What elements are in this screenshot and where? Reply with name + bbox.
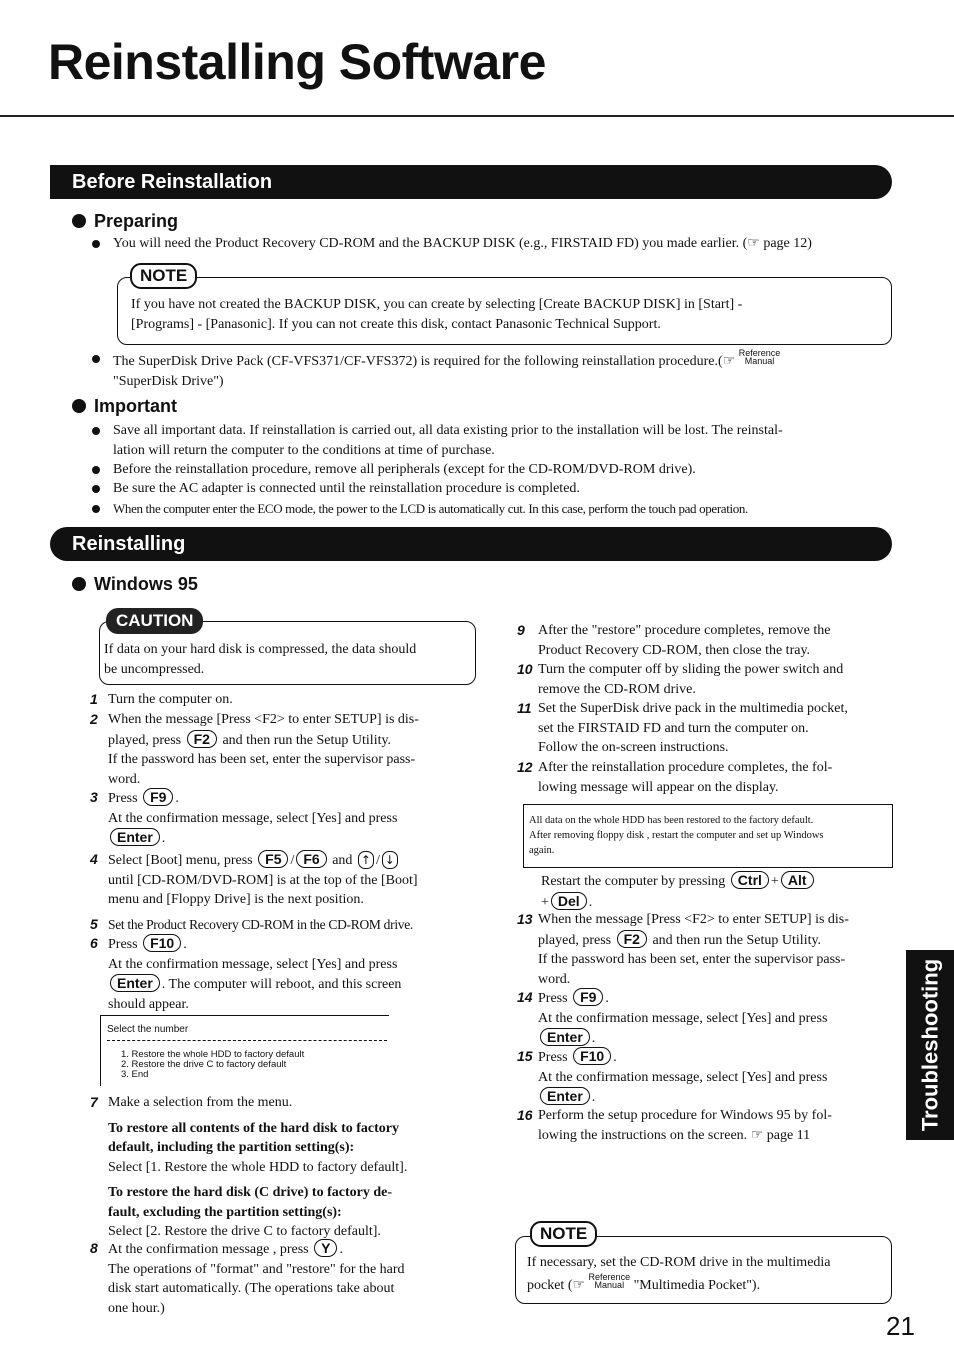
menu-divider — [107, 1040, 387, 1041]
section-banner-before — [50, 165, 892, 199]
bullet-icon — [92, 240, 100, 248]
bullet-icon — [92, 485, 100, 493]
page-number: 21 — [886, 1311, 915, 1341]
bottom-note-tag: NOTE — [530, 1221, 597, 1247]
menu-option-1: 1. Restore the whole HDD to factory default — [121, 1049, 305, 1060]
bullet-icon — [92, 427, 100, 435]
bullet-icon — [92, 466, 100, 474]
f2-key: F2 — [187, 730, 217, 748]
note-tag: NOTE — [130, 263, 197, 289]
boot-menu-screen — [100, 1015, 389, 1086]
menu-screen-title: Select the number — [107, 1024, 189, 1035]
menu-options — [121, 1050, 304, 1080]
step-13: 13 When the message [Press <F2> to enter SETUP] is dis- played, press F2 and then run the Setup Utility. If the password has been set, enter the supervisor pass- word. — [517, 911, 849, 987]
del-key: Del — [551, 892, 587, 910]
f9-key: F9 — [143, 788, 173, 806]
y-key: Y — [314, 1239, 337, 1257]
preparing-note-box — [117, 277, 892, 345]
completion-message: All data on the whole HDD has been restored to the factory default. After removing floppy disk , restart the computer and set up Windows again. — [529, 815, 824, 856]
pointing-hand-icon: ☞ — [747, 236, 760, 251]
windows95-heading: Windows 95 — [72, 572, 198, 596]
preparing-bullet-2: The SuperDisk Drive Pack (CF-VFS371/CF-VFS372) is required for the following reinstallation procedure.(☞ Reference Manual "SuperDisk Drive") — [92, 349, 894, 391]
important-heading: Important — [72, 394, 177, 418]
step-11: 11 Set the SuperDisk drive pack in the multimedia pocket, set the FIRSTAID FD and turn the computer on. Follow the on-screen instructions. — [517, 700, 848, 755]
reference-manual-icon: Reference Manual — [738, 348, 781, 366]
completion-message-box — [523, 804, 893, 868]
step-16: 16 Perform the setup procedure for Windows 95 by fol- lowing the instructions on the screen. ☞ page 11 — [517, 1107, 832, 1143]
step-2: 2 When the message [Press <F2> to enter SETUP] is dis- played, press F2 and then run the Setup Utility. If the password has been set, enter the supervisor pass- word. — [90, 711, 419, 787]
important-bullet-1: Save all important data. If reinstallation is carried out, all data existing prior to the installation will be lost. The reinstal- lation will return the computer to the conditions at time of purchase. — [92, 421, 894, 460]
page-title: Reinstalling Software — [48, 34, 546, 90]
caution-text: If data on your hard disk is compressed, the data should be uncompressed. — [104, 642, 417, 677]
section-title-reinstalling: Reinstalling — [72, 533, 186, 555]
bullet-icon — [72, 399, 86, 413]
bottom-note-text: If necessary, set the CD-ROM drive in the multimedia pocket (☞ Reference Manual "Multimedia Pocket"). — [527, 1255, 831, 1293]
step-7: 7 Make a selection from the menu. To restore all contents of the hard disk to factory default, including the partition setting(s): Select [1. Restore the whole HDD to factory default]. To restore the hard disk (C drive) to factory de- fault, excluding the partition setting(s): Select [2. Restore the drive C to factory default]. — [90, 1094, 408, 1239]
enter-key: Enter — [110, 828, 160, 846]
f10-key: F10 — [573, 1047, 611, 1065]
f9-key: F9 — [573, 988, 603, 1006]
step-3: 3 Press F9 . At the confirmation message, select [Yes] and press Enter . — [90, 789, 398, 846]
preparing-heading: Preparing — [72, 209, 178, 233]
note-text: If you have not created the BACKUP DISK, you can create by selecting [Create BACKUP DISK] in [Start] - [Programs] - [Panasonic]. If you can not create this disk, contact Panasonic Technical Support. — [131, 297, 743, 332]
f6-key: F6 — [296, 850, 326, 868]
important-bullet-3: Be sure the AC adapter is connected until the reinstallation procedure is completed. — [92, 479, 894, 499]
enter-key: Enter — [110, 974, 160, 992]
step-1: 1 Turn the computer on. — [90, 691, 233, 707]
step-5: 5 Set the Product Recovery CD-ROM in the CD-ROM drive. — [90, 916, 413, 932]
step-6: 6 Press F10 . At the confirmation message, select [Yes] and press Enter . The computer will reboot, and this screen should appear. — [90, 935, 402, 1012]
pointing-hand-icon: ☞ — [572, 1277, 586, 1293]
step-8: 8 At the confirmation message , press Y . The operations of "format" and "restore" for the hard disk start automatically. (The operations take about one hour.) — [90, 1240, 405, 1316]
important-bullet-4: When the computer enter the ECO mode, the power to the LCD is automatically cut. In this case, perform the touch pad operation. — [92, 499, 894, 519]
bullet-icon — [92, 355, 100, 363]
f2-key: F2 — [617, 930, 647, 948]
step-12: 12 After the reinstallation procedure completes, the fol- lowing message will appear on the display. — [517, 759, 833, 795]
title-rule — [0, 115, 954, 117]
enter-key: Enter — [540, 1087, 590, 1105]
bullet-icon — [72, 577, 86, 591]
caution-tag: CAUTION — [106, 608, 203, 634]
menu-option-3: 3. End — [121, 1069, 149, 1080]
important-bullet-2: Before the reinstallation procedure, remove all peripherals (except for the CD-ROM/DVD-ROM drive). — [92, 460, 894, 480]
ctrl-key: Ctrl — [731, 871, 769, 889]
menu-option-2: 2. Restore the drive C to factory default — [121, 1059, 287, 1070]
pointing-hand-icon: ☞ — [750, 1127, 764, 1143]
up-arrow-key-icon: ↑ — [358, 851, 374, 869]
bullet-icon — [92, 505, 100, 513]
pointing-hand-icon: ☞ — [722, 354, 736, 369]
bullet-icon — [72, 214, 86, 228]
f5-key: F5 — [258, 850, 288, 868]
step-10: 10 Turn the computer off by sliding the power switch and remove the CD-ROM drive. — [517, 661, 844, 697]
down-arrow-key-icon: ↓ — [382, 851, 398, 869]
section-title-before: Before Reinstallation — [72, 171, 273, 193]
step-14: 14 Press F9 . At the confirmation message, select [Yes] and press Enter . — [517, 989, 828, 1046]
reference-manual-icon: Reference Manual — [588, 1271, 631, 1290]
restart-instruction: Restart the computer by pressing Ctrl + Alt + Del . — [541, 871, 901, 912]
preparing-bullet-1: You will need the Product Recovery CD-ROM and the BACKUP DISK (e.g., FIRSTAID FD) you made earlier. (☞ page 12) — [92, 234, 894, 254]
step-15: 15 Press F10 . At the confirmation message, select [Yes] and press Enter . — [517, 1048, 828, 1105]
enter-key: Enter — [540, 1028, 590, 1046]
section-banner-reinstalling — [50, 527, 892, 561]
f10-key: F10 — [143, 934, 181, 952]
troubleshooting-side-tab: Troubleshooting — [906, 950, 954, 1140]
step-9: 9 After the "restore" procedure completes, remove the Product Recovery CD-ROM, then close the tray. — [517, 622, 831, 658]
step-4: 4 Select [Boot] menu, press F5 / F6 and ↑ / ↓ until [CD-ROM/DVD-ROM] is at the top of the [Boot] menu and [Floppy Drive] is the next position. — [90, 851, 418, 907]
alt-key: Alt — [781, 871, 814, 889]
